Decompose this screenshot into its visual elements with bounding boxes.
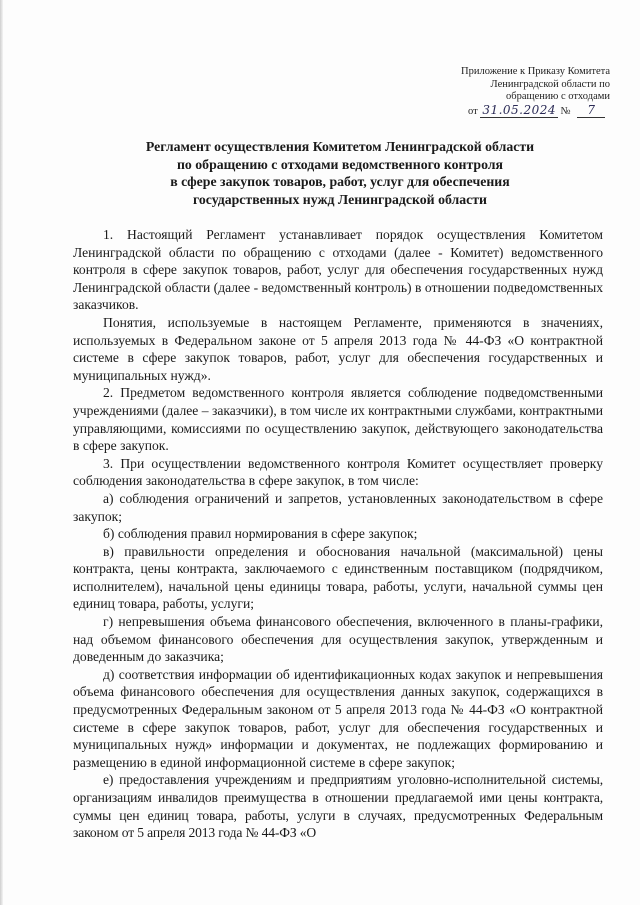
list-item-b: б) соблюдения правил нормирования в сфере закупок; bbox=[103, 526, 418, 542]
annex-header bbox=[440, 66, 610, 118]
document-title bbox=[80, 138, 600, 208]
annex-date-handwritten: 31.05.2024 bbox=[482, 102, 557, 117]
list-item-e: е) предоставления учреждениям и предприятиям уголовно-исполнительной системы, организациям инвалидов преимущества в отношении предлагаемой ими цены контракта, суммы цен единиц товара, работы, услуги в случаях, предусмотренных Федеральным законом от 5 апреля 2013 года № 44-ФЗ «О bbox=[73, 772, 603, 841]
annex-date-line bbox=[440, 104, 610, 119]
title-line-2: по обращению с отходами ведомственного контроля bbox=[176, 156, 504, 172]
paragraph-3: 3. При осуществлении ведомственного контроля Комитет осуществляет проверку соблюдения законодательства в сфере закупок, в том числе: bbox=[73, 455, 603, 489]
annex-number-prefix: № bbox=[560, 105, 571, 117]
title-line-1: Регламент осуществления Комитетом Ленинградской области bbox=[145, 139, 535, 154]
annex-number-handwritten: 7 bbox=[577, 103, 605, 118]
page-edge-shadow bbox=[0, 0, 3, 905]
list-item-v: в) правильности определения и обоснования начальной (максимальной) цены контракта, цены контракта, заключаемого с единственным поставщиком (подрядчиком, исполнителем), начальной цены единицы товара, работы, услуги, начальной суммы цен единиц товара, работы, услуги; bbox=[73, 543, 603, 612]
list-item-d: д) соответствия информации об идентификационных кодах закупок и непревышения объема финансового обеспечения для осуществления данных закупок, содержащихся в предусмотренных Федеральным законом от 5 апреля 2013 года № 44-ФЗ «О контрактной системе в сфере закупок товаров, работ, услуг для обеспечения государственных и муниципальных нужд» информации и документах, не подлежащих формированию и размещению в единой информационной системе в сфере закупок; bbox=[73, 666, 603, 770]
paragraph-2: 2. Предметом ведомственного контроля является соблюдение подведомственными учреждениями (далее – заказчики), в том числе их контрактными службами, контрактными управляющими, комиссиями по осуществлению закупок, действующего законодательства в сфере закупок. bbox=[73, 385, 603, 454]
paragraph-concepts: Понятия, используемые в настоящем Регламенте, применяются в значениях, используемых в Федеральном законе от 5 апреля 2013 года № 44-ФЗ «О контрактной системе в сфере закупок товаров, работ, услуг для обеспечения государственных и муниципальных нужд». bbox=[73, 314, 603, 383]
list-item-a: а) соблюдения ограничений и запретов, установленных законодательством в сфере закупок; bbox=[73, 490, 603, 524]
annex-line-3: обращению с отходами bbox=[505, 91, 610, 103]
paragraph-1: 1. Настоящий Регламент устанавливает порядок осуществления Комитетом Ленинградской области по обращению с отходами (далее - Комитет) ведомственного контроля в сфере закупок товаров, работ, услуг для обеспечения государственных нужд Ленинградской области (далее - ведомственный контроль) в отношении подведомственных заказчиков. bbox=[73, 227, 603, 313]
title-line-4: государственных нужд Ленинградской области bbox=[192, 191, 488, 207]
list-item-g: г) непревышения объема финансового обеспечения, включенного в планы-графики, над объемом финансового обеспечения для осуществления закупок, утвержденным и доведенным до заказчика; bbox=[73, 614, 603, 665]
annex-line-2: Ленинградской области по bbox=[490, 78, 610, 90]
document-body bbox=[73, 226, 603, 842]
annex-line-1: Приложение к Приказу Комитета bbox=[461, 66, 610, 77]
annex-date-prefix: от bbox=[468, 105, 478, 117]
title-line-3: в сфере закупок товаров, работ, услуг для обеспечения bbox=[170, 174, 510, 189]
